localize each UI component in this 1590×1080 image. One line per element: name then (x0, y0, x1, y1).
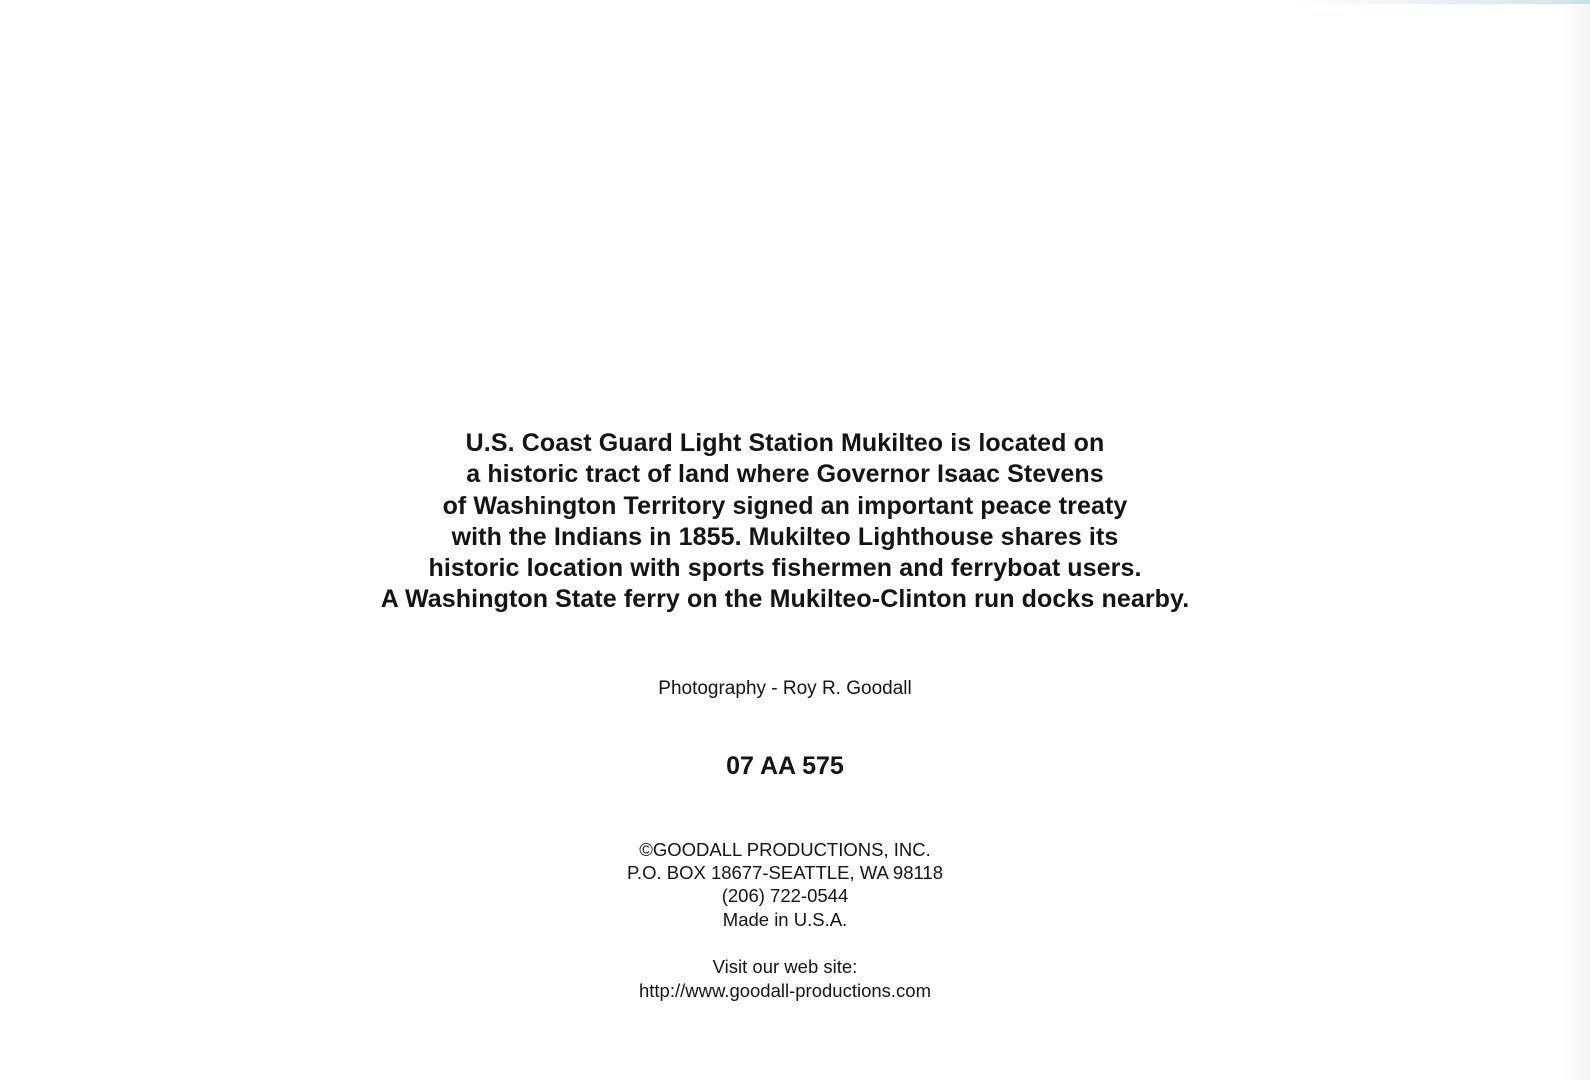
description-line: historic location with sports fishermen and ferryboat users. (428, 554, 1142, 583)
description-paragraph (300, 428, 1270, 616)
description-line: with the Indians in 1855. Mukilteo Lighthouse shares its (451, 522, 1119, 551)
publisher-name: ©GOODALL PRODUCTIONS, INC. (639, 839, 931, 860)
website-label: Visit our web site: (712, 956, 858, 977)
description-line: of Washington Territory signed an important peace treaty (442, 491, 1128, 520)
website-url: http://www.goodall-productions.com (638, 980, 932, 1001)
scan-top-edge (1290, 0, 1590, 4)
description-line: U.S. Coast Guard Light Station Mukilteo is located on (465, 429, 1105, 457)
description-line: A Washington State ferry on the Mukilteo-Clinton run docks nearby. (380, 585, 1190, 614)
publisher-info (485, 838, 1085, 931)
photography-credit: Photography - Roy R. Goodall (658, 678, 912, 699)
scan-edge-shadow (1560, 0, 1590, 1080)
publisher-phone: (206) 722-0544 (721, 885, 849, 907)
made-in-label: Made in U.S.A. (722, 908, 848, 930)
publisher-address: P.O. BOX 18677-SEATTLE, WA 98118 (626, 862, 944, 884)
website-info (485, 955, 1085, 1003)
description-line: a historic tract of land where Governor Isaac Stevens (466, 460, 1104, 489)
product-code: 07 AA 575 (726, 752, 844, 780)
